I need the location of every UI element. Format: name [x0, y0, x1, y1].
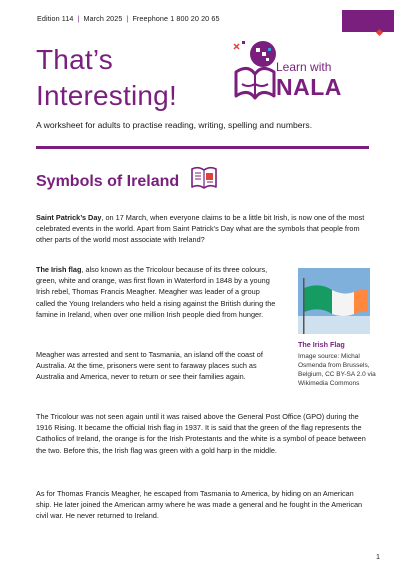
flag-bold: The Irish flag	[36, 265, 82, 274]
title-line-2: Interesting!	[36, 80, 177, 111]
page-title	[36, 42, 177, 114]
escape-paragraph: As for Thomas Francis Meagher, he escaped from Tasmania to America, by hiding on an American ship. He later joined the American army where he was made a general and he fought in the American civil war. He never returned to Ireland.	[36, 489, 363, 521]
intro-paragraph	[36, 212, 371, 246]
irish-flag-image	[298, 268, 370, 334]
book-icon	[190, 164, 218, 192]
flag-paragraph	[36, 264, 280, 320]
nala-logo	[230, 38, 370, 110]
section-title: Symbols of Ireland	[36, 173, 180, 190]
meagher-paragraph: Meagher was arrested and sent to Tasmania, an island off the coast of Australia. At the time, prisoners were sent to faraway places such as Australia and America, never to return or see their families again.	[36, 350, 263, 382]
book-logo-icon	[230, 38, 280, 110]
divider-rule	[36, 146, 369, 149]
issue-date: March 2025	[83, 14, 123, 23]
header-bar: Edition 114 | March 2025 | Freephone 1 800 20 20 65	[37, 14, 220, 23]
page-number: 1	[376, 552, 380, 561]
logo-text-learn-with: Learn with	[276, 60, 332, 74]
freephone-number: Freephone 1 800 20 20 65	[132, 14, 220, 23]
worksheet-subtitle: A worksheet for adults to practise reading, writing, spelling and numbers.	[36, 120, 313, 130]
intro-bold: Saint Patrick’s Day	[36, 213, 102, 222]
flag-caption: The Irish Flag	[298, 340, 345, 349]
flag-image-source: Image source: Michal Osmenda from Brussels, Belgium, CC BY-SA 2.0 via Wikimedia Commons	[298, 353, 376, 387]
flag-text: , also known as the Tricolour because of its three colours, green, white and orange, was first flown in Waterford in 1848 by a young Irish rebel, Thomas Francis Meagher. Meagher was leader of a group called the Young Irelanders who held a rising against the British during the famine in Ireland, when over one million Irish people died from hunger.	[36, 265, 276, 319]
corner-decoration	[342, 10, 394, 32]
edition-label: Edition 114	[37, 14, 74, 23]
logo-text-nala: NALA	[276, 74, 342, 100]
tricolour-paragraph: The Tricolour was not seen again until it was raised above the General Post Office (GPO) during the 1916 Rising. It became the official Irish flag in 1937. It is said that the green of the flag represents the Catholics of Ireland, the orange is for the Irish Protestants and the white is a symbol of peace between the two. Before this, the Irish flag was green with a gold harp in the middle.	[36, 412, 366, 455]
intro-text: , on 17 March, when everyone claims to be a little bit Irish, is now one of the most celebrated events in the world. Apart from Saint Patrick’s Day what are the symbols that people from other parts of the world most associate with Ireland?	[36, 213, 365, 245]
title-line-1: That’s	[36, 44, 113, 75]
